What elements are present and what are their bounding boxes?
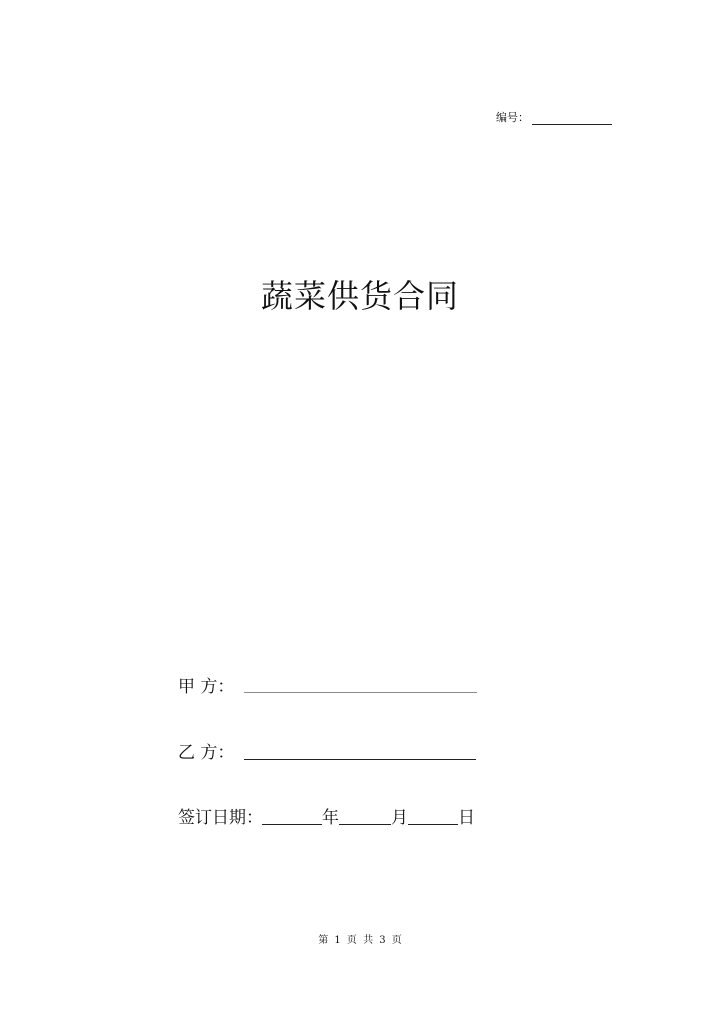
serial-number-blank bbox=[532, 124, 612, 125]
party-b-blank bbox=[244, 759, 476, 760]
signing-day-blank bbox=[408, 824, 458, 825]
page-indicator: 第 1 页 共 3 页 bbox=[318, 935, 402, 946]
party-b-label: 乙 方： bbox=[178, 743, 235, 763]
signing-month-blank bbox=[339, 824, 391, 825]
signing-month-label: 月 bbox=[391, 808, 408, 828]
serial-number-label: 编号： bbox=[496, 111, 529, 124]
signing-day-label: 日 bbox=[458, 808, 475, 828]
signing-year-label: 年 bbox=[322, 808, 339, 828]
signing-year-blank bbox=[262, 824, 322, 825]
party-a-blank bbox=[244, 692, 477, 693]
contract-title: 蔬菜供货合同 bbox=[260, 277, 459, 315]
party-a-label: 甲 方： bbox=[178, 677, 235, 697]
signing-date-label: 签订日期： bbox=[178, 808, 263, 828]
